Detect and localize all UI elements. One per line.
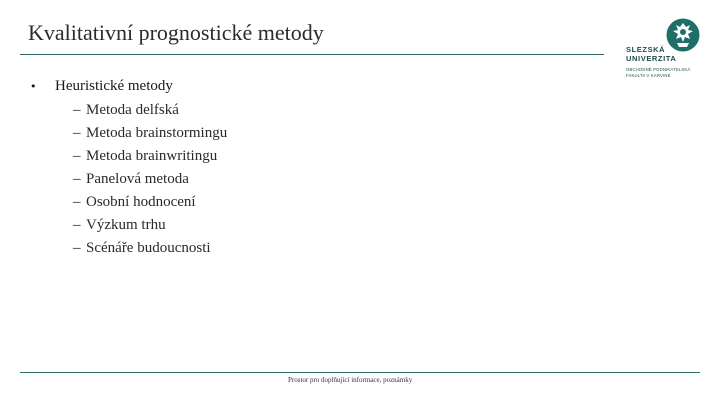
footer-note: Prostor pro doplňující informace, poznámky	[288, 376, 413, 384]
list-item-label: Scénáře budoucnosti	[86, 240, 211, 256]
logo-sub-line1: OBCHODNĚ PODNIKATELSKÁ	[626, 67, 691, 72]
logo-name	[626, 45, 676, 63]
list-item-label: Metoda brainwritingu	[86, 148, 218, 164]
logo-sub-line2: FAKULTA V KARVINÉ	[626, 73, 671, 78]
footer-divider	[20, 372, 700, 373]
dash-icon: –	[73, 171, 81, 187]
logo-name-line1: SLEZSKÁ	[626, 45, 666, 54]
dash-icon: –	[73, 148, 81, 164]
list-item-label: Panelová metoda	[86, 171, 189, 187]
logo-name-line2: UNIVERZITA	[626, 54, 677, 63]
list-item-label: Metoda delfská	[86, 102, 179, 118]
title-divider	[20, 54, 604, 55]
slide-title: Kvalitativní prognostické metody	[28, 20, 324, 45]
list-item-label: Metoda brainstormingu	[86, 125, 228, 141]
dash-icon: –	[73, 102, 81, 118]
dash-icon: –	[73, 194, 81, 210]
dash-icon: –	[73, 217, 81, 233]
dash-icon: –	[73, 125, 81, 141]
list-item-label: Výzkum trhu	[86, 217, 166, 233]
bullet-icon: •	[30, 80, 37, 93]
dash-icon: –	[73, 240, 81, 256]
logo-faculty	[626, 67, 690, 79]
university-logo	[624, 16, 706, 82]
bullet-heading: Heuristické metody	[55, 78, 173, 94]
list-item-label: Osobní hodnocení	[86, 194, 196, 210]
